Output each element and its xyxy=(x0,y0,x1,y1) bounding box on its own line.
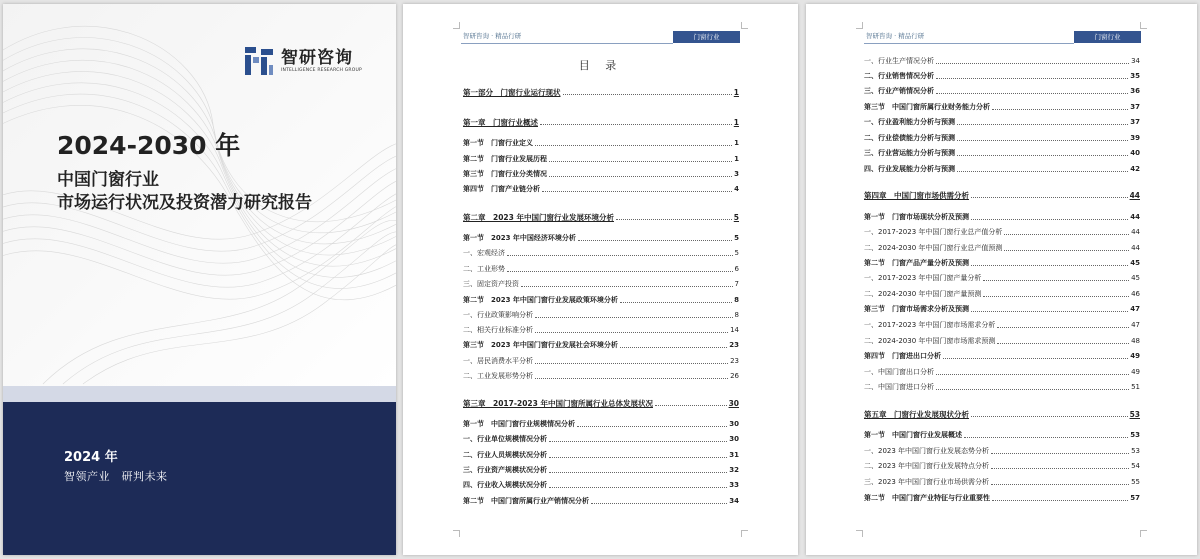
toc-entry-text: 第三节 门窗市场需求分析及预测 xyxy=(864,305,969,313)
toc-entry-text: 一、2023 年中国门窗行业发展态势分析 xyxy=(864,447,990,455)
toc-entry-text: 第一节 中国门窗行业发展概述 xyxy=(864,431,962,439)
toc-entry[interactable] xyxy=(463,185,739,194)
toc-entry-text: 二、行业销售情况分析 xyxy=(864,72,934,80)
cover-band xyxy=(3,386,396,402)
toc-leader-dots xyxy=(964,437,1128,438)
report-title-line1: 中国门窗行业 xyxy=(57,170,159,190)
toc-page-number: 30 xyxy=(728,399,739,408)
toc-entry[interactable] xyxy=(864,290,1140,299)
toc-leader-dots xyxy=(549,176,732,177)
toc-entry[interactable] xyxy=(463,234,739,243)
toc-entry-text: 第一章 门窗行业概述 xyxy=(463,118,538,127)
toc-page-number: 5 xyxy=(733,213,739,222)
toc-leader-dots xyxy=(549,161,732,162)
crop-mark xyxy=(856,22,863,29)
toc-entry[interactable] xyxy=(864,165,1140,174)
toc-entry[interactable] xyxy=(864,228,1140,237)
toc-leader-dots xyxy=(957,155,1128,156)
toc-entry-text: 第二节 门窗产品产量分析及预测 xyxy=(864,259,969,267)
toc-entry[interactable] xyxy=(864,383,1140,392)
toc-entry-text: 二、2024-2030 年中国门窗市场需求预测 xyxy=(864,337,996,345)
toc-entry-text: 第二节 中国门窗所属行业产销情况分析 xyxy=(463,497,589,505)
toc-page-number: 33 xyxy=(729,481,739,489)
toc-entry[interactable] xyxy=(864,149,1140,158)
toc-entry[interactable] xyxy=(864,447,1140,456)
toc-leader-dots xyxy=(542,191,732,192)
toc-entry-text: 二、相关行业标准分析 xyxy=(463,326,533,334)
toc-entry[interactable] xyxy=(463,420,739,429)
toc-entry-text: 一、行业政策影响分析 xyxy=(463,311,533,319)
toc-leader-dots xyxy=(991,468,1129,469)
toc-entry-text: 第四章 中国门窗市场供需分析 xyxy=(864,191,969,200)
toc-leader-dots xyxy=(1004,234,1129,235)
toc-entry-text: 第二节 中国门窗产业特征与行业重要性 xyxy=(864,494,990,502)
toc-page-number: 45 xyxy=(1130,259,1140,267)
header-tab: 门窗行业 xyxy=(1074,31,1141,43)
toc-leader-dots xyxy=(971,197,1128,198)
toc-leader-dots xyxy=(971,265,1128,266)
toc-leader-dots xyxy=(957,171,1128,172)
toc-page-number: 53 xyxy=(1129,410,1140,419)
toc-page-number: 44 xyxy=(1131,244,1140,252)
toc-entry[interactable] xyxy=(864,478,1140,487)
toc-leader-dots xyxy=(997,327,1129,328)
toc-entry-text: 三、行业资产规模状况分析 xyxy=(463,466,547,474)
toc-entry[interactable] xyxy=(463,399,739,408)
toc-entry-text: 二、工业形势 xyxy=(463,265,505,273)
toc-entry[interactable] xyxy=(864,191,1140,200)
header-left-text: 智研咨询 · 精品行研 xyxy=(463,32,522,40)
toc-entry-text: 三、固定资产投资 xyxy=(463,280,519,288)
toc-entry[interactable] xyxy=(864,462,1140,471)
toc-leader-dots xyxy=(983,296,1129,297)
toc-entry-text: 二、工业发展形势分析 xyxy=(463,372,533,380)
toc-entry-text: 一、中国门窗出口分析 xyxy=(864,368,934,376)
toc-entry-text: 第三节 中国门窗所属行业财务能力分析 xyxy=(864,103,990,111)
toc-entry[interactable] xyxy=(463,357,739,366)
toc-page-number: 23 xyxy=(730,357,739,365)
toc-entry[interactable] xyxy=(463,372,739,381)
report-date: 2024 年 xyxy=(64,450,118,465)
toc-entry-text: 二、2023 年中国门窗行业发展特点分析 xyxy=(864,462,990,470)
toc-page-number: 34 xyxy=(1131,57,1140,65)
toc-entry-text: 一、行业盈利能力分析与预测 xyxy=(864,118,955,126)
header-tab: 门窗行业 xyxy=(673,31,740,43)
header-rule xyxy=(461,43,673,44)
toc-leader-dots xyxy=(997,343,1129,344)
toc-entry-text: 一、行业生产情况分析 xyxy=(864,57,934,65)
toc-entry[interactable] xyxy=(864,368,1140,377)
toc-page-number: 8 xyxy=(734,311,739,319)
header-left-text: 智研咨询 · 精品行研 xyxy=(866,32,925,40)
toc-page-number: 40 xyxy=(1130,149,1140,157)
toc-entry[interactable] xyxy=(864,494,1140,503)
toc-leader-dots xyxy=(1004,250,1129,251)
toc-page-number: 47 xyxy=(1130,305,1140,313)
toc-entry-text: 第四节 门窗产业链分析 xyxy=(463,185,540,193)
toc-entry-text: 一、宏观经济 xyxy=(463,249,505,257)
toc-page-number: 51 xyxy=(1131,383,1140,391)
header-rule xyxy=(864,43,1074,44)
toc-entry[interactable] xyxy=(864,103,1140,112)
toc-entry[interactable] xyxy=(463,213,739,222)
toc-entry[interactable] xyxy=(463,249,739,258)
toc-leader-dots xyxy=(577,426,727,427)
toc-entry-text: 一、2017-2023 年中国门窗行业总产值分析 xyxy=(864,228,1003,236)
toc-entry-text: 一、行业单位规模情况分析 xyxy=(463,435,547,443)
toc-page-number: 45 xyxy=(1131,274,1140,282)
toc-entry[interactable] xyxy=(864,118,1140,127)
toc-entry-text: 第五章 门窗行业发展现状分析 xyxy=(864,410,969,419)
company-name: 智研咨询 xyxy=(281,48,353,68)
toc-entry-text: 一、2017-2023 年中国门窗市场需求分析 xyxy=(864,321,996,329)
toc-entry[interactable] xyxy=(463,118,739,127)
toc-entry[interactable] xyxy=(864,259,1140,268)
toc-page-1 xyxy=(403,4,798,555)
toc-leader-dots xyxy=(535,317,733,318)
toc-leader-dots xyxy=(535,145,732,146)
company-slogan: 智领产业 研判未来 xyxy=(64,470,168,483)
toc-page-number: 6 xyxy=(734,265,739,273)
toc-entry[interactable] xyxy=(463,170,739,179)
toc-leader-dots xyxy=(971,416,1128,417)
toc-leader-dots xyxy=(992,500,1128,501)
toc-leader-dots xyxy=(971,219,1128,220)
toc-entry[interactable] xyxy=(463,481,739,490)
toc-leader-dots xyxy=(563,94,732,95)
toc-entry-text: 第一部分 门窗行业运行现状 xyxy=(463,88,561,97)
crop-mark xyxy=(1140,22,1147,29)
crop-mark xyxy=(453,22,460,29)
toc-page-number: 5 xyxy=(734,249,739,257)
toc-leader-dots xyxy=(591,503,727,504)
toc-entry[interactable] xyxy=(864,305,1140,314)
toc-page-number: 7 xyxy=(734,280,739,288)
toc-leader-dots xyxy=(936,374,1129,375)
toc-title: 目 录 xyxy=(578,59,623,72)
toc-page-number: 4 xyxy=(734,185,739,193)
toc-entry[interactable] xyxy=(864,352,1140,361)
toc-page-number: 30 xyxy=(729,435,739,443)
toc-entry-text: 二、行业人员规模状况分析 xyxy=(463,451,547,459)
toc-entry[interactable] xyxy=(864,57,1140,66)
toc-leader-dots xyxy=(957,140,1128,141)
toc-page-number: 47 xyxy=(1131,321,1140,329)
toc-leader-dots xyxy=(936,389,1129,390)
toc-entry[interactable] xyxy=(463,265,739,274)
toc-leader-dots xyxy=(549,441,727,442)
cover-page xyxy=(3,4,396,555)
toc-page-number: 49 xyxy=(1131,368,1140,376)
toc-page-number: 44 xyxy=(1130,213,1140,221)
toc-page-number: 46 xyxy=(1131,290,1140,298)
toc-leader-dots xyxy=(655,405,727,406)
toc-entry[interactable] xyxy=(463,466,739,475)
toc-page-number: 1 xyxy=(734,155,739,163)
toc-leader-dots xyxy=(992,109,1128,110)
toc-page-number: 54 xyxy=(1131,462,1140,470)
toc-leader-dots xyxy=(620,347,727,348)
toc-entry-text: 第一节 中国门窗行业规模情况分析 xyxy=(463,420,575,428)
crop-mark xyxy=(1140,530,1147,537)
toc-page-number: 44 xyxy=(1129,191,1140,200)
toc-entry-text: 第一节 门窗行业定义 xyxy=(463,139,533,147)
toc-leader-dots xyxy=(971,311,1128,312)
toc-leader-dots xyxy=(578,240,732,241)
toc-entry-text: 一、居民消费水平分析 xyxy=(463,357,533,365)
cover-footer-block xyxy=(3,402,396,555)
toc-leader-dots xyxy=(535,363,728,364)
toc-entry[interactable] xyxy=(463,451,739,460)
toc-page-number: 37 xyxy=(1130,118,1140,126)
toc-entry[interactable] xyxy=(864,244,1140,253)
crop-mark xyxy=(856,530,863,537)
toc-entry-text: 一、2017-2023 年中国门窗产量分析 xyxy=(864,274,982,282)
toc-entry[interactable] xyxy=(864,87,1140,96)
toc-page-number: 44 xyxy=(1131,228,1140,236)
report-title-line2: 市场运行状况及投资潜力研究报告 xyxy=(57,193,312,213)
toc-page-number: 3 xyxy=(734,170,739,178)
toc-page-number: 1 xyxy=(733,118,739,127)
toc-leader-dots xyxy=(983,280,1129,281)
toc-entry-text: 四、行业收入规模状况分析 xyxy=(463,481,547,489)
crop-mark xyxy=(453,530,460,537)
report-year-range: 2024-2030 年 xyxy=(57,131,241,160)
toc-page-number: 39 xyxy=(1130,134,1140,142)
toc-entry-text: 第二节 门窗行业发展历程 xyxy=(463,155,547,163)
toc-leader-dots xyxy=(936,78,1128,79)
toc-leader-dots xyxy=(620,302,732,303)
crop-mark xyxy=(741,22,748,29)
crop-mark xyxy=(741,530,748,537)
toc-entry[interactable] xyxy=(463,497,739,506)
toc-entry-text: 二、2024-2030 年中国门窗行业总产值预测 xyxy=(864,244,1003,252)
toc-leader-dots xyxy=(549,487,727,488)
toc-entry[interactable] xyxy=(463,280,739,289)
toc-page-number: 14 xyxy=(730,326,739,334)
toc-entry[interactable] xyxy=(463,296,739,305)
toc-entry-text: 四、行业发展能力分析与预测 xyxy=(864,165,955,173)
toc-page-number: 26 xyxy=(730,372,739,380)
toc-entry[interactable] xyxy=(864,337,1140,346)
toc-leader-dots xyxy=(521,286,733,287)
toc-leader-dots xyxy=(549,457,727,458)
toc-entry-text: 第二节 2023 年中国门窗行业发展政策环境分析 xyxy=(463,296,618,304)
toc-entry[interactable] xyxy=(864,410,1140,419)
toc-entry[interactable] xyxy=(864,321,1140,330)
toc-entry-text: 第四节 门窗进出口分析 xyxy=(864,352,941,360)
toc-leader-dots xyxy=(549,472,727,473)
toc-leader-dots xyxy=(507,271,733,272)
toc-entry-text: 三、行业产销情况分析 xyxy=(864,87,934,95)
toc-entry-text: 第二章 2023 年中国门窗行业发展环境分析 xyxy=(463,213,614,222)
toc-page-number: 8 xyxy=(734,296,739,304)
toc-leader-dots xyxy=(540,124,732,125)
toc-entry-text: 三、行业营运能力分析与预测 xyxy=(864,149,955,157)
toc-leader-dots xyxy=(507,255,733,256)
toc-page-number: 42 xyxy=(1130,165,1140,173)
toc-entry[interactable] xyxy=(864,274,1140,283)
toc-leader-dots xyxy=(936,93,1128,94)
toc-page-number: 37 xyxy=(1130,103,1140,111)
toc-entry-text: 第一节 门窗市场现状分析及预测 xyxy=(864,213,969,221)
toc-entry-text: 第三章 2017-2023 年中国门窗所属行业总体发展状况 xyxy=(463,399,653,408)
toc-page-number: 48 xyxy=(1131,337,1140,345)
toc-entry[interactable] xyxy=(463,155,739,164)
toc-leader-dots xyxy=(991,484,1129,485)
company-name-en: INTELLIGENCE RESEARCH GROUP xyxy=(281,68,362,73)
toc-page-number: 34 xyxy=(729,497,739,505)
toc-entry-text: 二、2024-2030 年中国门窗产量预测 xyxy=(864,290,982,298)
toc-page-number: 35 xyxy=(1130,72,1140,80)
toc-page-number: 36 xyxy=(1130,87,1140,95)
toc-leader-dots xyxy=(936,63,1129,64)
toc-leader-dots xyxy=(991,453,1129,454)
toc-page-number: 23 xyxy=(729,341,739,349)
toc-page-number: 49 xyxy=(1130,352,1140,360)
toc-leader-dots xyxy=(616,219,732,220)
toc-entry[interactable] xyxy=(864,213,1140,222)
toc-entry-text: 二、行业偿债能力分析与预测 xyxy=(864,134,955,142)
toc-page-number: 30 xyxy=(729,420,739,428)
toc-entry[interactable] xyxy=(463,139,739,148)
toc-page-number: 57 xyxy=(1130,494,1140,502)
toc-entry-text: 三、2023 年中国门窗行业市场供需分析 xyxy=(864,478,990,486)
toc-leader-dots xyxy=(535,332,728,333)
toc-leader-dots xyxy=(535,378,728,379)
toc-entry[interactable] xyxy=(463,311,739,320)
toc-entry-text: 第三节 门窗行业分类情况 xyxy=(463,170,547,178)
toc-page-number: 53 xyxy=(1131,447,1140,455)
toc-page-number: 1 xyxy=(734,139,739,147)
toc-page-number: 31 xyxy=(729,451,739,459)
toc-entry-text: 第三节 2023 年中国门窗行业发展社会环境分析 xyxy=(463,341,618,349)
company-logo xyxy=(243,45,362,77)
toc-entry-text: 二、中国门窗进口分析 xyxy=(864,383,934,391)
toc-page-number: 55 xyxy=(1131,478,1140,486)
toc-entry-text: 第一节 2023 年中国经济环境分析 xyxy=(463,234,576,242)
toc-entry[interactable] xyxy=(864,431,1140,440)
toc-page-2 xyxy=(806,4,1197,555)
toc-leader-dots xyxy=(957,124,1128,125)
toc-entry[interactable] xyxy=(463,88,739,97)
toc-page-number: 53 xyxy=(1130,431,1140,439)
toc-entry[interactable] xyxy=(463,326,739,335)
logo-mark-icon xyxy=(243,45,275,77)
toc-page-number: 1 xyxy=(733,88,739,97)
toc-entry[interactable] xyxy=(864,72,1140,81)
toc-page-number: 32 xyxy=(729,466,739,474)
toc-entry[interactable] xyxy=(463,435,739,444)
toc-leader-dots xyxy=(943,358,1128,359)
toc-page-number: 5 xyxy=(734,234,739,242)
toc-entry[interactable] xyxy=(463,341,739,350)
toc-entry[interactable] xyxy=(864,134,1140,143)
